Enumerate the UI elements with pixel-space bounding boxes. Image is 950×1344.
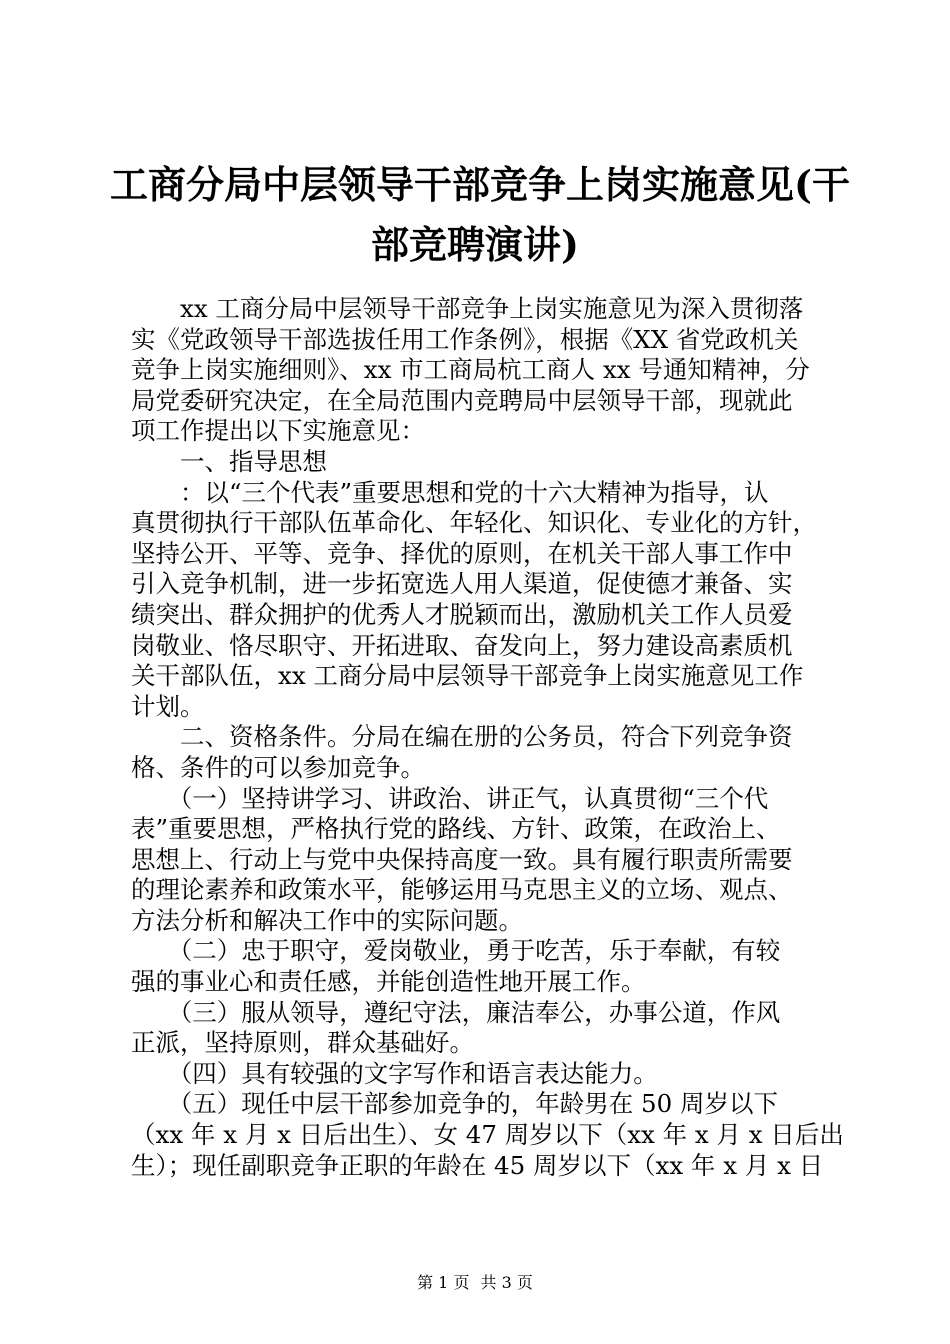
body-line: （xx 年 x 月 x 日后出生）、女 47 周岁以下（xx 年 x 月 x 日后出 xyxy=(131,1120,844,1150)
body-line: 岗敬业、恪尽职守、开拓进取、奋发向上，努力建设高素质机 xyxy=(131,630,793,660)
document-title-line-1: 工商分局中层领导干部竞争上岗实施意见(干 xyxy=(110,162,850,207)
body-line: xx 工商分局中层领导干部竞争上岗实施意见为深入贯彻落 xyxy=(131,294,804,323)
page-total: 共 3 页 xyxy=(480,1273,533,1292)
body-line: 计划。 xyxy=(131,691,205,721)
body-line: 引入竞争机制，进一步拓宽选人用人渠道，促使德才兼备、实 xyxy=(131,569,793,599)
body-line: 坚持公开、平等、竞争、择优的原则，在机关干部人事工作中 xyxy=(131,538,793,568)
body-line: （三）服从领导，遵纪守法，廉洁奉公，办事公道，作风 xyxy=(131,997,781,1027)
body-line: 绩突出、群众拥护的优秀人才脱颖而出，激励机关工作人员爱 xyxy=(131,599,793,629)
body-line: 正派，坚持原则，群众基础好。 xyxy=(131,1028,474,1058)
body-line: （四）具有较强的文字写作和语言表达能力。 xyxy=(131,1058,658,1088)
body-line: （五）现任中层干部参加竞争的，年龄男在 50 周岁以下 xyxy=(131,1089,778,1119)
document-title-line-2: 部竞聘演讲) xyxy=(371,222,579,267)
body-line: 的理论素养和政策水平，能够运用马克思主义的立场、观点、 xyxy=(131,875,793,905)
body-line: 强的事业心和责任感，并能创造性地开展工作。 xyxy=(131,967,646,997)
body-line: 格、条件的可以参加竞争。 xyxy=(131,752,425,782)
body-line: 局党委研究决定，在全局范围内竞聘局中层领导干部，现就此 xyxy=(131,385,793,415)
body-line: 项工作提出以下实施意见： xyxy=(131,416,425,446)
section-heading: 一、指导思想 xyxy=(131,446,327,476)
body-line: ：以“三个代表”重要思想和党的十六大精神为指导，认 xyxy=(131,477,769,507)
body-line: 关干部队伍，xx 工商分局中层领导干部竞争上岗实施意见工作 xyxy=(131,661,804,691)
body-line: 真贯彻执行干部队伍革命化、年轻化、知识化、专业化的方针， xyxy=(131,508,817,538)
body-line: 表”重要思想，严格执行党的路线、方针、政策，在政治上、 xyxy=(131,814,781,844)
body-line: （一）坚持讲学习、讲政治、讲正气，认真贯彻“三个代 xyxy=(131,783,769,813)
document-body xyxy=(131,294,844,1181)
body-line: （二）忠于职守，爱岗敬业，勇于吃苦，乐于奉献，有较 xyxy=(131,936,781,966)
page-number: 第 1 页 xyxy=(417,1273,470,1292)
page-footer xyxy=(0,1270,950,1293)
body-line: 方法分析和解决工作中的实际问题。 xyxy=(131,905,523,935)
body-line: 实《党政领导干部选拔任用工作条例》，根据《XX 省党政机关 xyxy=(131,324,799,354)
body-line: 思想上、行动上与党中央保持高度一致。具有履行职责所需要 xyxy=(131,844,793,874)
body-line: 生）；现任副职竞争正职的年龄在 45 周岁以下（xx 年 x 月 x 日 xyxy=(131,1150,824,1180)
body-line: 竞争上岗实施细则》、xx 市工商局杭工商人 xx 号通知精神，分 xyxy=(131,355,810,385)
section-heading: 二、资格条件。分局在编在册的公务员，符合下列竞争资 xyxy=(131,722,793,752)
